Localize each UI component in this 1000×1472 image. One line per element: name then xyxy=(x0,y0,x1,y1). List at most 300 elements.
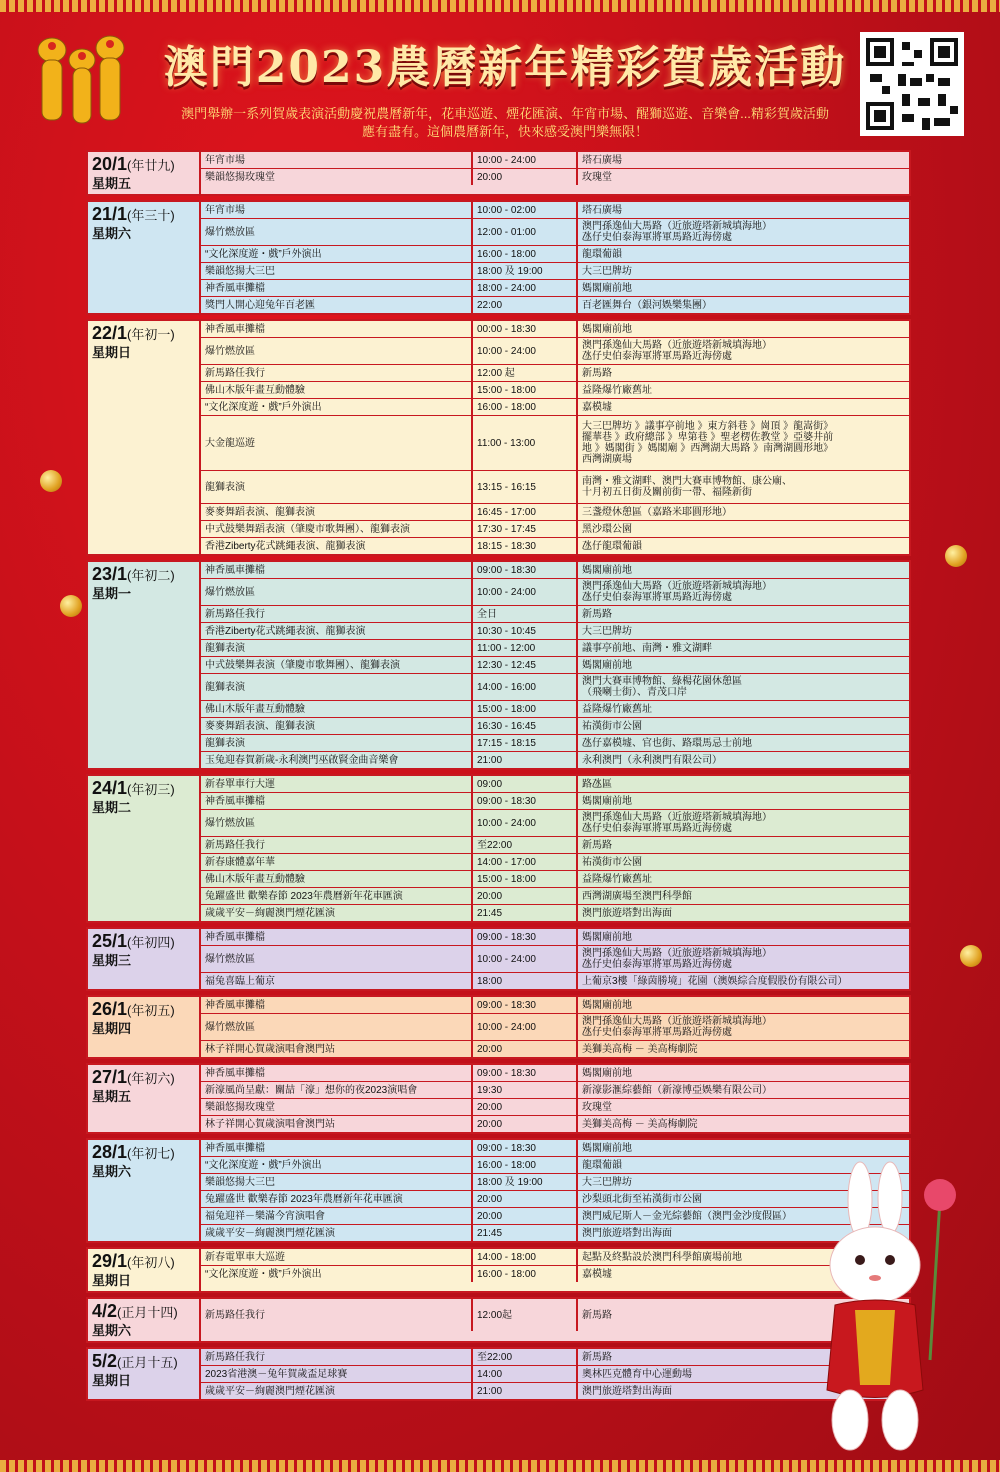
table-row xyxy=(201,1249,909,1266)
event-venue: 益隆爆竹廠舊址 xyxy=(582,703,652,715)
event-time: 09:00 - 18:30 xyxy=(473,793,578,809)
event-name: 新馬路任我行 xyxy=(201,365,473,381)
table-row xyxy=(201,776,909,793)
event-name: 龍獅表演 xyxy=(201,640,473,656)
table-row xyxy=(201,929,909,946)
date-cell xyxy=(88,1140,201,1241)
date-value: 28/1 xyxy=(92,1142,128,1162)
event-time: 全日 xyxy=(473,606,578,622)
day-block xyxy=(86,1297,911,1343)
date-value: 27/1 xyxy=(92,1067,128,1087)
event-name: 爆竹燃放區 xyxy=(201,338,473,364)
event-name: 佛山木版年畫互動體驗 xyxy=(201,701,473,717)
event-time: 09:00 - 18:30 xyxy=(473,997,578,1013)
event-name: 新春單車行大運 xyxy=(201,776,473,792)
date-value: 4/2 xyxy=(92,1301,118,1321)
event-time: 14:00 - 17:00 xyxy=(473,854,578,870)
lunar-date: (年初二) xyxy=(127,568,175,583)
table-row xyxy=(201,657,909,674)
date-label xyxy=(92,931,195,953)
event-time: 20:00 xyxy=(473,169,578,185)
event-time: 20:00 xyxy=(473,1191,578,1207)
event-name: 龍獅表演 xyxy=(201,471,473,503)
event-name: 樂韻悠揚大三巴 xyxy=(201,263,473,279)
lunar-date: (年初三) xyxy=(127,782,175,797)
event-name: 2023省港澳－兔年賀歲盃足球賽 xyxy=(201,1366,473,1382)
event-venue: 大三巴牌坊 xyxy=(582,625,632,637)
day-block xyxy=(86,1138,911,1243)
event-venue: 媽閣廟前地 xyxy=(582,659,632,671)
event-time: 18:00 及 19:00 xyxy=(473,263,578,279)
event-venue: 嘉模墟 xyxy=(582,1268,612,1280)
table-row xyxy=(201,1099,909,1116)
lion-dance-icon xyxy=(30,30,130,135)
event-name: 爆竹燃放區 xyxy=(201,946,473,972)
table-row xyxy=(201,640,909,657)
table-row xyxy=(201,1041,909,1057)
event-name: 林子祥開心賀歲演唱會澳門站 xyxy=(201,1116,473,1132)
event-time: 21:45 xyxy=(473,1225,578,1241)
event-venue: 龍環葡韻 xyxy=(582,1159,622,1171)
event-rows xyxy=(201,1349,909,1399)
table-row xyxy=(201,152,909,169)
date-value: 23/1 xyxy=(92,564,128,584)
event-time: 15:00 - 18:00 xyxy=(473,382,578,398)
lunar-date: (年初一) xyxy=(127,327,175,342)
date-label xyxy=(92,204,195,226)
weekday-label: 星期六 xyxy=(92,1164,132,1179)
event-rows xyxy=(201,202,909,313)
event-venue: 南灣・雅文湖畔、澳門大賽車博物館、康公廟、 十月初五日街及關前街一帶、福隆新街 xyxy=(582,476,792,498)
event-rows xyxy=(201,776,909,921)
table-row xyxy=(201,562,909,579)
event-time: 14:00 xyxy=(473,1366,578,1382)
event-time: 10:30 - 10:45 xyxy=(473,623,578,639)
table-row xyxy=(201,674,909,701)
table-row xyxy=(201,1266,909,1282)
table-row xyxy=(201,1014,909,1041)
event-name: 麥麥舞蹈表演、龍獅表演 xyxy=(201,718,473,734)
event-name: 年宵市場 xyxy=(201,202,473,218)
date-label xyxy=(92,778,195,800)
event-name: 歲歲平安－絢麗澳門煙花匯演 xyxy=(201,1383,473,1399)
event-name: 林子祥開心賀歲演唱會澳門站 xyxy=(201,1041,473,1057)
event-time: 22:00 xyxy=(473,297,578,313)
table-row xyxy=(201,1082,909,1099)
table-row xyxy=(201,1225,909,1241)
event-venue: 氹仔嘉模墟、官也街、路環馬忌士前地 xyxy=(582,737,752,749)
table-row xyxy=(201,701,909,718)
event-venue: 上葡京3樓「綠茵勝境」花園（澳娛綜合度假股份有限公司） xyxy=(582,975,848,987)
day-block xyxy=(86,319,911,556)
event-time: 16:30 - 16:45 xyxy=(473,718,578,734)
event-name: 爆竹燃放區 xyxy=(201,1014,473,1040)
date-label xyxy=(92,999,195,1021)
event-name: 中式鼓樂舞蹈表演（肇慶市歌舞團）、龍獅表演 xyxy=(201,521,473,537)
event-time: 16:00 - 18:00 xyxy=(473,399,578,415)
lunar-date: (正月十五) xyxy=(117,1355,178,1370)
event-name: 麥麥舞蹈表演、龍獅表演 xyxy=(201,504,473,520)
date-cell xyxy=(88,152,201,194)
event-name: 兔躍盛世 歡樂春節 2023年農曆新年花車匯演 xyxy=(201,888,473,904)
table-row xyxy=(201,1366,909,1383)
event-name: 神香風車攤檔 xyxy=(201,280,473,296)
event-name: 佛山木版年畫互動體驗 xyxy=(201,871,473,887)
event-name: 福兔迎祥－樂滿今宵演唱會 xyxy=(201,1208,473,1224)
table-row xyxy=(201,1299,909,1331)
table-row xyxy=(201,1383,909,1399)
table-row xyxy=(201,946,909,973)
event-venue: 澳門孫逸仙大馬路（近旅遊塔新城填海地） 氹仔史伯泰海軍將軍馬路近海傍處 xyxy=(582,948,772,970)
event-venue: 益隆爆竹廠舊址 xyxy=(582,384,652,396)
schedule-table xyxy=(86,150,911,1405)
event-venue: 西灣湖廣場至澳門科學館 xyxy=(582,890,692,902)
event-venue: 媽閣廟前地 xyxy=(582,282,632,294)
date-cell xyxy=(88,997,201,1057)
event-time: 14:00 - 18:00 xyxy=(473,1249,578,1265)
event-name: “文化深度遊・戲”戶外演出 xyxy=(201,246,473,262)
table-row xyxy=(201,321,909,338)
event-time: 至22:00 xyxy=(473,837,578,853)
event-name: 大金龍巡遊 xyxy=(201,416,473,470)
table-row xyxy=(201,365,909,382)
day-block xyxy=(86,774,911,923)
event-name: 年宵市場 xyxy=(201,152,473,168)
event-venue: 澳門大賽車博物館、綠楊花園休憩區 （飛喇士街）、青茂口岸 xyxy=(582,676,742,698)
table-row xyxy=(201,471,909,504)
event-time: 16:00 - 18:00 xyxy=(473,1266,578,1282)
date-value: 21/1 xyxy=(92,204,128,224)
event-name: 香港Ziberty花式跳繩表演、龍獅表演 xyxy=(201,623,473,639)
event-time: 19:30 xyxy=(473,1082,578,1098)
table-row xyxy=(201,1116,909,1132)
day-block xyxy=(86,927,911,991)
date-label xyxy=(92,1067,195,1089)
event-time: 09:00 - 18:30 xyxy=(473,1140,578,1156)
event-venue: 玫瑰堂 xyxy=(582,171,612,183)
gold-coin-icon xyxy=(945,545,967,567)
qr-code-icon[interactable] xyxy=(860,32,964,136)
date-label xyxy=(92,1251,195,1273)
event-name: 神香風車攤檔 xyxy=(201,929,473,945)
event-time: 12:00 起 xyxy=(473,365,578,381)
event-rows xyxy=(201,997,909,1057)
event-name: “文化深度遊・戲”戶外演出 xyxy=(201,1157,473,1173)
event-venue: 媽閣廟前地 xyxy=(582,795,632,807)
event-venue: 新馬路 xyxy=(582,608,612,620)
event-venue: 澳門旅遊塔對出海面 xyxy=(582,1385,672,1397)
event-time: 00:00 - 18:30 xyxy=(473,321,578,337)
event-venue: 澳門威尼斯人－金光綜藝館（澳門金沙度假區） xyxy=(582,1210,792,1222)
date-cell xyxy=(88,776,201,921)
table-row xyxy=(201,606,909,623)
lunar-date: (年初八) xyxy=(127,1255,175,1270)
event-rows xyxy=(201,929,909,989)
table-row xyxy=(201,871,909,888)
event-venue: 三盞燈休憩區（嘉路米耶圓形地） xyxy=(582,506,732,518)
event-venue: 黑沙環公園 xyxy=(582,523,632,535)
table-row xyxy=(201,202,909,219)
event-name: 神香風車攤檔 xyxy=(201,997,473,1013)
event-time: 16:00 - 18:00 xyxy=(473,246,578,262)
event-time: 12:00起 xyxy=(473,1299,578,1331)
event-name: 歲歲平安－絢麗澳門煙花匯演 xyxy=(201,1225,473,1241)
event-name: 兔躍盛世 歡樂春節 2023年農曆新年花車匯演 xyxy=(201,1191,473,1207)
event-time: 09:00 xyxy=(473,776,578,792)
table-row xyxy=(201,1191,909,1208)
event-time: 18:00 及 19:00 xyxy=(473,1174,578,1190)
event-name: 歲歲平安－絢麗澳門煙花匯演 xyxy=(201,905,473,921)
table-row xyxy=(201,997,909,1014)
day-block xyxy=(86,1347,911,1401)
date-label xyxy=(92,154,195,176)
lunar-date: (年廿九) xyxy=(127,158,175,173)
lunar-date: (年初七) xyxy=(127,1146,175,1161)
date-label xyxy=(92,1351,195,1373)
table-row xyxy=(201,280,909,297)
date-label xyxy=(92,564,195,586)
date-cell xyxy=(88,929,201,989)
table-row xyxy=(201,521,909,538)
event-rows xyxy=(201,1065,909,1132)
table-row xyxy=(201,752,909,768)
event-name: 樂韻悠揚大三巴 xyxy=(201,1174,473,1190)
table-row xyxy=(201,718,909,735)
event-venue: 媽閣廟前地 xyxy=(582,1142,632,1154)
event-time: 10:00 - 24:00 xyxy=(473,338,578,364)
event-venue: 媽閣廟前地 xyxy=(582,931,632,943)
event-name: 樂韻悠揚玫瑰堂 xyxy=(201,169,473,185)
event-time: 20:00 xyxy=(473,888,578,904)
event-time: 21:45 xyxy=(473,905,578,921)
rabbit-mascot-icon xyxy=(805,1160,970,1465)
table-row xyxy=(201,973,909,989)
event-time: 21:00 xyxy=(473,1383,578,1399)
event-venue: 永利澳門（永利澳門有限公司） xyxy=(582,754,722,766)
day-block xyxy=(86,200,911,315)
event-rows xyxy=(201,1249,909,1291)
event-venue: 玫瑰堂 xyxy=(582,1101,612,1113)
lunar-date: (年初六) xyxy=(127,1071,175,1086)
event-venue: 美獅美高梅 － 美高梅劇院 xyxy=(582,1118,698,1130)
weekday-label: 星期日 xyxy=(92,1373,132,1388)
event-venue: 澳門旅遊塔對出海面 xyxy=(582,1227,672,1239)
event-venue: 新馬路 xyxy=(582,839,612,851)
event-venue: 媽閣廟前地 xyxy=(582,323,632,335)
event-name: 爆竹燃放區 xyxy=(201,579,473,605)
event-name: 中式鼓樂舞表演（肇慶市歌舞團）、龍獅表演 xyxy=(201,657,473,673)
event-name: 神香風車攤檔 xyxy=(201,1140,473,1156)
weekday-label: 星期三 xyxy=(92,953,132,968)
page-title: 澳門2023農曆新年精彩賀歲活動 xyxy=(163,42,847,93)
table-row xyxy=(201,219,909,246)
event-venue: 新濠影滙綜藝館（新濠博亞娛樂有限公司） xyxy=(582,1084,772,1096)
event-venue: 澳門孫逸仙大馬路（近旅遊塔新城填海地） 氹仔史伯泰海軍將軍馬路近海傍處 xyxy=(582,581,772,603)
event-venue: 祐漢街市公園 xyxy=(582,856,642,868)
event-time: 20:00 xyxy=(473,1116,578,1132)
table-row xyxy=(201,793,909,810)
table-row xyxy=(201,1140,909,1157)
event-name: 獎門人開心迎兔年百老匯 xyxy=(201,297,473,313)
event-venue: 澳門孫逸仙大馬路（近旅遊塔新城填海地） 氹仔史伯泰海軍將軍馬路近海傍處 xyxy=(582,340,772,362)
weekday-label: 星期日 xyxy=(92,345,132,360)
event-name: “文化深度遊・戲”戶外演出 xyxy=(201,1266,473,1282)
day-block xyxy=(86,1063,911,1134)
date-value: 25/1 xyxy=(92,931,128,951)
event-time: 15:00 - 18:00 xyxy=(473,871,578,887)
weekday-label: 星期一 xyxy=(92,586,132,601)
table-row xyxy=(201,579,909,606)
weekday-label: 星期五 xyxy=(92,1089,132,1104)
event-name: 神香風車攤檔 xyxy=(201,793,473,809)
event-time: 至22:00 xyxy=(473,1349,578,1365)
weekday-label: 星期六 xyxy=(92,1323,132,1338)
event-name: 龍獅表演 xyxy=(201,674,473,700)
table-row xyxy=(201,297,909,313)
event-time: 10:00 - 24:00 xyxy=(473,810,578,836)
table-row xyxy=(201,1208,909,1225)
event-time: 20:00 xyxy=(473,1041,578,1057)
event-time: 10:00 - 24:00 xyxy=(473,579,578,605)
table-row xyxy=(201,382,909,399)
table-row xyxy=(201,1349,909,1366)
event-time: 09:00 - 18:30 xyxy=(473,1065,578,1081)
event-venue: 嘉模墟 xyxy=(582,401,612,413)
table-row xyxy=(201,735,909,752)
event-venue: 大三巴牌坊 xyxy=(582,1176,632,1188)
date-value: 5/2 xyxy=(92,1351,118,1371)
event-name: 新春電單車大巡遊 xyxy=(201,1249,473,1265)
weekday-label: 星期二 xyxy=(92,800,132,815)
day-block xyxy=(86,560,911,770)
date-value: 24/1 xyxy=(92,778,128,798)
event-venue: 大三巴牌坊 》議事亭前地 》東方斜巷 》崗頂 》龍嵩街》 擺華巷 》政府總部 》卑第巷 》聖老楞佐教堂 》亞婆井前 地 》媽閣街 》媽閣廟 》西灣湖大馬路 》南灣湖圓形地》 西灣湖廣場 xyxy=(582,421,834,465)
event-venue: 大三巴牌坊 xyxy=(582,265,632,277)
table-row xyxy=(201,416,909,471)
event-venue: 議事亭前地、南灣・雅文湖畔 xyxy=(582,642,712,654)
table-row xyxy=(201,263,909,280)
table-row xyxy=(201,810,909,837)
event-time: 20:00 xyxy=(473,1208,578,1224)
table-row xyxy=(201,854,909,871)
event-venue: 塔石廣場 xyxy=(582,204,622,216)
table-row xyxy=(201,1157,909,1174)
date-cell xyxy=(88,1065,201,1132)
date-cell xyxy=(88,202,201,313)
weekday-label: 星期日 xyxy=(92,1273,132,1288)
lunar-date: (正月十四) xyxy=(117,1305,178,1320)
table-row xyxy=(201,504,909,521)
date-value: 29/1 xyxy=(92,1251,128,1271)
event-time: 15:00 - 18:00 xyxy=(473,701,578,717)
date-cell xyxy=(88,1349,201,1399)
weekday-label: 星期六 xyxy=(92,226,132,241)
event-venue: 新馬路 xyxy=(582,1351,612,1363)
event-venue: 氹仔龍環葡韻 xyxy=(582,540,642,552)
weekday-label: 星期五 xyxy=(92,176,132,191)
table-row xyxy=(201,837,909,854)
event-name: 神香風車攤檔 xyxy=(201,321,473,337)
event-rows xyxy=(201,152,909,194)
date-cell xyxy=(88,1249,201,1291)
gold-coin-icon xyxy=(960,945,982,967)
table-row xyxy=(201,399,909,416)
event-name: 福兔喜臨上葡京 xyxy=(201,973,473,989)
event-name: 新春康體嘉年華 xyxy=(201,854,473,870)
table-row xyxy=(201,538,909,554)
day-block xyxy=(86,1247,911,1293)
date-value: 20/1 xyxy=(92,154,128,174)
lunar-date: (年初四) xyxy=(127,935,175,950)
event-time: 16:00 - 18:00 xyxy=(473,1157,578,1173)
event-name: 新濠風尚呈獻：關喆「濠」想你的夜2023演唱會 xyxy=(201,1082,473,1098)
event-venue: 新馬路 xyxy=(582,1309,612,1321)
event-venue: 澳門孫逸仙大馬路（近旅遊塔新城填海地） 氹仔史伯泰海軍將軍馬路近海傍處 xyxy=(582,1016,772,1038)
event-venue: 奧林匹克體育中心運動場 xyxy=(582,1368,692,1380)
gold-coin-icon xyxy=(40,470,62,492)
event-rows xyxy=(201,1299,909,1341)
event-rows xyxy=(201,1140,909,1241)
event-time: 18:00 xyxy=(473,973,578,989)
event-name: “文化深度遊・戲”戶外演出 xyxy=(201,399,473,415)
weekday-label: 星期四 xyxy=(92,1021,132,1036)
event-time: 11:00 - 12:00 xyxy=(473,640,578,656)
table-row xyxy=(201,169,909,185)
event-name: 香港Ziberty花式跳繩表演、龍獅表演 xyxy=(201,538,473,554)
table-row xyxy=(201,338,909,365)
event-venue: 百老匯舞台（銀河娛樂集團） xyxy=(582,299,712,311)
date-label xyxy=(92,1301,195,1323)
date-label xyxy=(92,1142,195,1164)
event-venue: 路氹區 xyxy=(582,778,612,790)
event-name: 龍獅表演 xyxy=(201,735,473,751)
event-venue: 益隆爆竹廠舊址 xyxy=(582,873,652,885)
event-name: 玉兔迎春賀新歲-永利澳門巫啟賢金曲音樂會 xyxy=(201,752,473,768)
day-block xyxy=(86,150,911,196)
event-venue: 媽閣廟前地 xyxy=(582,564,632,576)
event-time: 21:00 xyxy=(473,752,578,768)
lunar-date: (年三十) xyxy=(127,208,175,223)
event-name: 佛山木版年畫互動體驗 xyxy=(201,382,473,398)
date-cell xyxy=(88,1299,201,1341)
event-name: 新馬路任我行 xyxy=(201,837,473,853)
event-venue: 新馬路 xyxy=(582,367,612,379)
event-time: 10:00 - 24:00 xyxy=(473,152,578,168)
event-time: 13:15 - 16:15 xyxy=(473,471,578,503)
event-time: 12:00 - 01:00 xyxy=(473,219,578,245)
event-venue: 塔石廣場 xyxy=(582,154,622,166)
lunar-date: (年初五) xyxy=(127,1003,175,1018)
event-time: 09:00 - 18:30 xyxy=(473,562,578,578)
day-block xyxy=(86,995,911,1059)
event-venue: 澳門孫逸仙大馬路（近旅遊塔新城填海地） 氹仔史伯泰海軍將軍馬路近海傍處 xyxy=(582,812,772,834)
table-row xyxy=(201,1174,909,1191)
date-value: 26/1 xyxy=(92,999,128,1019)
table-row xyxy=(201,623,909,640)
event-time: 14:00 - 16:00 xyxy=(473,674,578,700)
event-name: 新馬路任我行 xyxy=(201,1349,473,1365)
event-venue: 媽閣廟前地 xyxy=(582,1067,632,1079)
event-name: 爆竹燃放區 xyxy=(201,219,473,245)
event-name: 神香風車攤檔 xyxy=(201,1065,473,1081)
event-name: 樂韻悠揚玫瑰堂 xyxy=(201,1099,473,1115)
table-row xyxy=(201,905,909,921)
table-row xyxy=(201,888,909,905)
event-time: 11:00 - 13:00 xyxy=(473,416,578,470)
event-rows xyxy=(201,321,909,554)
event-time: 20:00 xyxy=(473,1099,578,1115)
event-rows xyxy=(201,562,909,768)
